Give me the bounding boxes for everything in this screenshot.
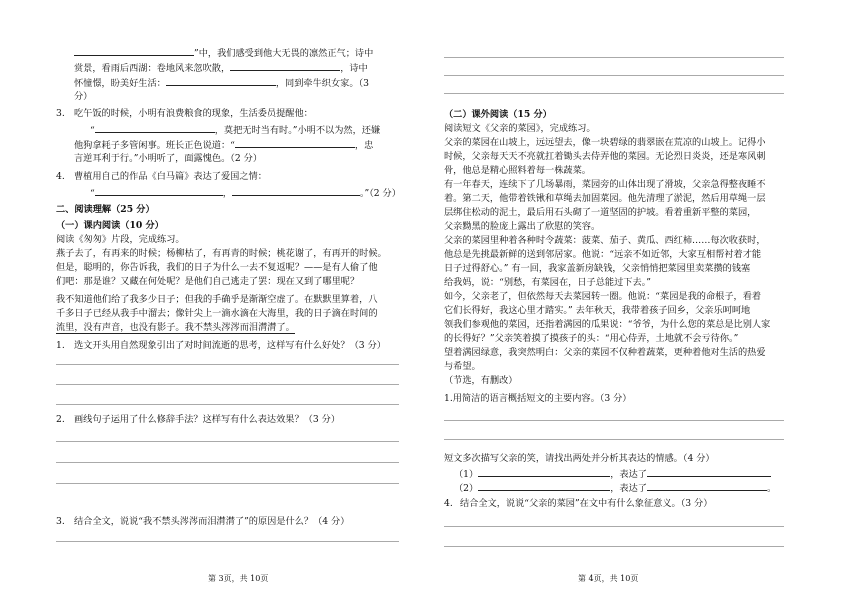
answer-line[interactable] [56, 384, 399, 385]
answer-line[interactable] [56, 483, 399, 484]
answer-line[interactable] [56, 462, 399, 463]
q2-line-1: ”中，我们感受到他大无畏的凛然正气；诗中 [74, 45, 373, 60]
passage-line: 们吧：那是谁？又藏在何处呢？是他们自己逃走了罢：现在又到了哪里呢？ [56, 276, 360, 287]
q3-number: 3. [56, 108, 65, 119]
passage-line: 如今，父亲老了，但依然每天去菜园转一圈。他说：“菜园是我的命根子，看着 [444, 291, 762, 302]
q2-line-4: 分） [74, 91, 93, 102]
blank[interactable] [166, 75, 276, 86]
blank[interactable] [74, 45, 194, 56]
passage-line: 他总是先挑最新鲜的送到邻居家。他说：“远亲不如近邻，大家互相帮衬着才能 [444, 249, 762, 260]
answer-line[interactable] [56, 541, 399, 542]
passage-line: 燕子去了，有再来的时候；杨柳枯了，有再青的时候；桃花谢了，有再开的时候。 [56, 248, 387, 259]
q3-line-4: 言逆耳利于行。”小明听了，面露愧色。（2 分） [74, 153, 263, 164]
passage-line: 有一年春天，连续下了几场暴雨，菜园旁的山体出现了滑坡，父亲急得整夜睡不 [444, 179, 766, 190]
passage-line: 时候，父亲每天天不亮就扛着锄头去侍弄他的菜园。无论烈日炎炎，还是寒风刺 [444, 151, 766, 162]
question-number: 3. [56, 516, 65, 527]
q2-item-2: （2） ，表达了 。 [454, 480, 776, 495]
answer-line[interactable] [444, 57, 784, 58]
passage-line: 阅读《匆匆》片段，完成练习。 [56, 234, 185, 245]
q3-line-2: “ ，莫把无时当有时。”小明不以为然，还嫌 [74, 122, 380, 137]
q4-number: 4. [56, 171, 65, 182]
passage-line: 父亲的菜园在山坡上，远远望去，像一块碧绿的翡翠嵌在荒凉的山坡上。记得小 [444, 137, 766, 148]
q4-line-2: “ ， 。”（2 分） [74, 185, 401, 200]
passage-line: 父亲的菜园里种着各种时令蔬菜：菠菜、茄子、黄瓜、西红柿……每次收获时， [444, 235, 766, 246]
passage-line: 领我们参观他的菜园，还指着满园的瓜果说：“爷爷，为什么您的菜总是比别人家 [444, 319, 771, 330]
blank[interactable] [647, 480, 767, 491]
blank[interactable] [235, 137, 355, 148]
section-title: 二、阅读理解（25 分） [56, 204, 155, 215]
blank[interactable] [230, 60, 340, 71]
passage-line: 流里，没有声音，也没有影子。我不禁头涔涔而泪潸潸了。 [56, 322, 295, 333]
answer-line[interactable] [444, 420, 784, 421]
passage-line: 与希望。 [444, 361, 481, 372]
blank[interactable] [647, 466, 771, 477]
answer-line[interactable] [444, 93, 784, 94]
answer-line[interactable] [444, 439, 784, 440]
question-text: 画线句子运用了什么修辞手法？这样写有什么表达效果？（3 分） [74, 414, 341, 425]
blank[interactable] [478, 480, 610, 491]
passage-note: （节选，有删改） [444, 375, 518, 386]
blank[interactable] [232, 185, 360, 196]
right-page [440, 0, 800, 607]
question-text: 选文开头用自然现象引出了对时间流逝的思考，这样写有什么好处？（3 分） [74, 340, 386, 351]
answer-line[interactable] [444, 75, 784, 76]
q2-item-1: （1） ，表达了 [454, 466, 771, 481]
answer-line[interactable] [56, 364, 399, 365]
question-text: 结合全文，说说“父亲的菜园”在文中有什么象征意义。（3 分） [460, 498, 713, 509]
answer-line[interactable] [56, 404, 399, 405]
q3-line-3: 他狗拿耗子多管闲事。班长正色说道：“ ，忠 [74, 137, 373, 152]
passage-line: 骨，他总是精心照料着每一株蔬菜。 [444, 165, 591, 176]
passage-line: 层绑住松动的泥土，最后用石头砌了一道坚固的护坡。看着重新平整的菜园， [444, 207, 757, 218]
passage-line: 的长得好？”父亲笑着摸了摸孩子的头：“用心侍弄，土地就不会亏待你。” [444, 333, 739, 344]
question-number: 2. [56, 414, 65, 425]
passage-line: 它们长得好，我这心里才踏实。” 去年秋天，我带着孩子回乡，父亲乐呵呵地 [444, 305, 751, 316]
passage-line: 但是，聪明的，你告诉我，我们的日子为什么一去不复返呢？——是有人偷了他 [56, 262, 378, 273]
passage-line: 阅读短文《父亲的菜园》，完成练习。 [444, 123, 596, 134]
subsection-title: （二）课外阅读（15 分） [444, 109, 552, 120]
answer-line[interactable] [444, 526, 784, 527]
left-page [48, 0, 408, 607]
passage-line: 我不知道他们给了我多少日子；但我的手确乎是渐渐空虚了。在默默里算着，八 [56, 294, 378, 305]
answer-line[interactable] [56, 441, 399, 442]
question-text: 结合全文，说说“我不禁头涔涔而泪潸潸了”的原因是什么？（4 分） [74, 516, 350, 527]
question-text: 1.用简洁的语言概括短文的主要内容。（3 分） [444, 393, 632, 404]
subsection-title: （一）课内阅读（10 分） [56, 220, 164, 231]
passage-line: 千多日子已经从我手中溜去；像针尖上一滴水滴在大海里，我的日子滴在时间的 [56, 308, 378, 319]
passage-line: 给我妈，说：“别愁，有菜园在，日子总能过下去。” [444, 277, 651, 288]
question-text: 短文多次描写父亲的笑，请找出两处并分析其表达的情感。（4 分） [444, 453, 715, 464]
passage-line: 着。第二天，他带着铁锹和草绳去加固菜园。他先清理了淤泥，然后用草绳一层 [444, 193, 766, 204]
passage-line: 望着满园绿意，我突然明白：父亲的菜园不仅种着蔬菜，更种着他对生活的热爱 [444, 347, 766, 358]
blank[interactable] [95, 122, 215, 133]
answer-line[interactable] [444, 546, 784, 547]
q4-line-1: 曹植用自己的作品《白马篇》表达了爱国之情： [74, 171, 267, 182]
blank[interactable] [95, 185, 223, 196]
question-number: 4. [444, 498, 453, 509]
question-number: 1. [56, 340, 65, 351]
passage-line: 日子过得舒心。” 有一回，我家盖新房缺钱，父亲悄悄把菜园里卖菜攒的钱塞 [444, 263, 751, 274]
q2-line-2: 赏景，看雨后西湖：卷地风来忽吹散， ，诗中 [74, 60, 368, 75]
page-footer: 第 3页，共 10页 [208, 574, 269, 583]
blank[interactable] [478, 466, 610, 477]
q3-line-1: 吃午饭的时候，小明有浪费粮食的现象，生活委员提醒他： [74, 108, 313, 119]
passage-line: 父亲黝黑的脸庞上露出了欣慰的笑容。 [444, 221, 601, 232]
page-footer: 第 4页，共 10页 [578, 574, 639, 583]
q2-line-3: 怀憧憬，盼美好生活： ，同到牵牛织女家。（3 [74, 75, 369, 90]
